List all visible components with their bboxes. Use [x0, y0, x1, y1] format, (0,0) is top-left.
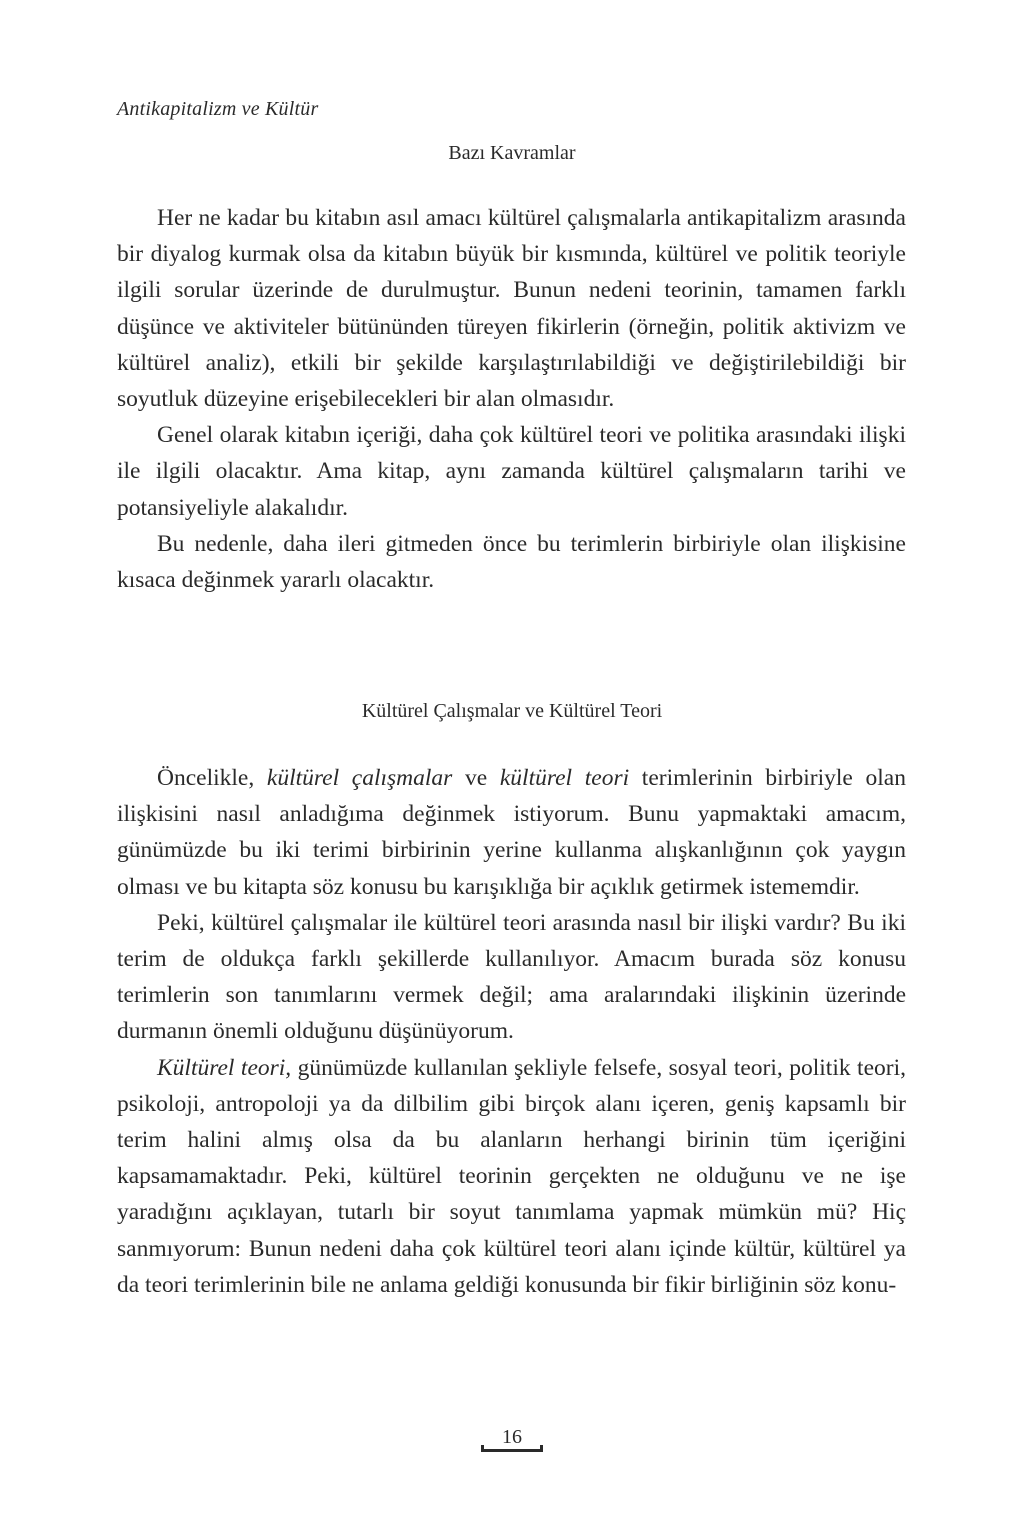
italic-term: Kültürel teori,	[157, 1054, 292, 1081]
section-body-bazi-kavramlar	[117, 200, 906, 598]
paragraph	[117, 760, 906, 905]
paragraph-text: terimlerinin birbiriyle olan ilişkisini nasıl anladığıma değinmek istiyorum. Bunu yapmaktaki amacım, günümüzde bu iki terimi birbirinin yerine kullanma alışkanlığının çok yaygın olması ve bu kitapta söz konusu bu karışıklığa bir açıklık getirmek istememdir.	[117, 765, 906, 900]
paragraph: Genel olarak kitabın içeriği, daha çok kültürel teori ve politika arasındaki ilişki ile ilgili olacaktır. Ama kitap, aynı zamanda kültürel çalışmaların tarihi ve potansiyeliyle alakalıdır.	[117, 422, 906, 521]
section-title-kulturel-calismalar: Kültürel Çalışmalar ve Kültürel Teori	[361, 700, 663, 722]
section-title-bazi-kavramlar: Bazı Kavramlar	[448, 142, 576, 164]
paragraph-text: Öncelikle,	[157, 765, 267, 791]
paragraph: Her ne kadar bu kitabın asıl amacı kültürel çalışmalarla antikapitalizm arasında bir diyalog kurmak olsa da kitabın büyük bir kısmında, kültürel ve politik teoriyle ilgili sorular üzerinde de durulmuştur. Bunun nedeni teorinin, tamamen farklı düşünce ve aktiviteler bütününden türeyen fikirlerin (örneğin, politik aktivizm ve kültürel analiz), etkili bir şekilde karşılaştırılabildiği ve değiştirilebildiği bir soyutluk düzeyine erişebilecekleri bir alan olmasıdır.	[117, 205, 906, 413]
italic-term: kültürel teori	[499, 765, 630, 791]
paragraph	[117, 1050, 906, 1303]
running-head: Antikapitalizm ve Kültür	[117, 98, 319, 120]
paragraph-text: ve	[452, 765, 500, 791]
paragraph: Bu nedenle, daha ileri gitmeden önce bu terimlerin birbiriyle olan ilişkisine kısaca değinmek yararlı olacaktır.	[117, 530, 906, 594]
section-body-kulturel-calismalar	[117, 760, 906, 1303]
paragraph: Peki, kültürel çalışmalar ile kültürel teori arasında nasıl bir ilişki vardır? Bu iki terim de oldukça farklı şekillerde kullanılıyor. Amacım burada söz konusu terimlerin son tanımlarını vermek değil; ama aralarındaki ilişkinin üzerinde durmanın önemli olduğunu düşünüyorum.	[117, 909, 906, 1045]
paragraph-text: günümüzde kullanılan şekliyle felsefe, sosyal teori, politik teori, psikoloji, antropoloji ya da dilbilim gibi birçok alanı içeren, geniş kapsamlı bir terim halini almış olsa da bu alanların herhangi birinin tüm içeriğini kapsamamaktadır. Peki, kültürel teorinin gerçekten ne olduğunu ve ne işe yaradığını açıklayan, tutarlı bir soyut tanımlama yapmak mümkün mü? Hiç sanmıyorum: Bunun nedeni daha çok kültürel teori alanı içinde kültür, kültürel ya da teori terimlerinin bile ne anlama geldiği konusunda bir fikir birliğinin söz konu-	[117, 1054, 906, 1298]
italic-term: kültürel çalışmalar	[266, 765, 453, 791]
page-number: 16	[502, 1426, 522, 1448]
page-number-rule	[481, 1449, 543, 1452]
